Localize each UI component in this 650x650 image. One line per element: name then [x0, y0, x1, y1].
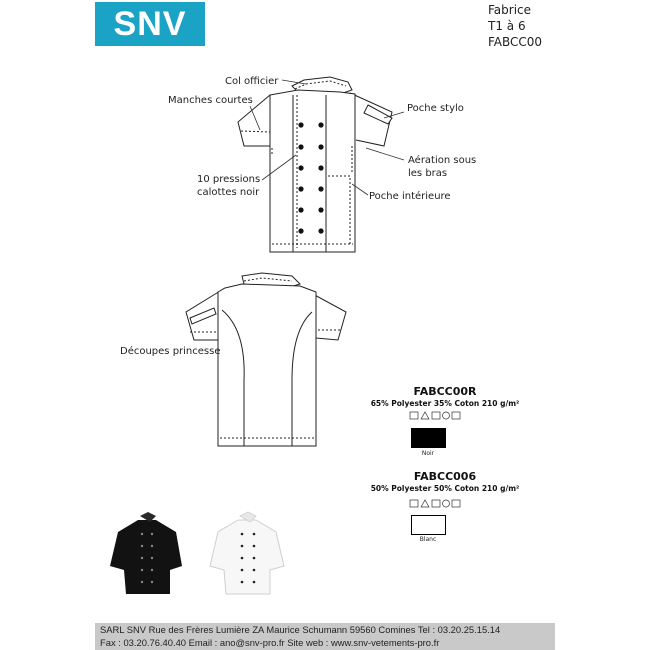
- label-pressions-line1: 10 pressions: [197, 174, 261, 185]
- label-decoupes-princesse: Découpes princesse: [120, 346, 221, 357]
- color-swatch-noir: [411, 428, 446, 448]
- label-aeration-line1: Aération sous: [408, 155, 477, 166]
- color-label-blanc: Blanc: [419, 536, 437, 543]
- snv-logo: SNV: [95, 2, 205, 46]
- front-view-drawing: [238, 77, 392, 252]
- label-manches-courtes: Manches courtes: [168, 95, 253, 106]
- product-ref-1: FABCC00R: [413, 385, 477, 398]
- label-pressions-line2: calottes noir: [197, 187, 260, 198]
- back-view-drawing: [186, 273, 346, 446]
- product-composition-2: 50% Polyester 50% Coton 210 g/m²: [370, 484, 520, 493]
- label-aeration-line2: les bras: [408, 168, 448, 179]
- footer-address: SARL SNV Rue des Frères Lumière ZA Maurice Schumann 59560 Comines Tel : 03.20.25.15.14: [100, 624, 501, 635]
- label-col-officier: Col officier: [225, 76, 279, 87]
- label-poche-stylo: Poche stylo: [407, 103, 464, 114]
- header-sizes: T1 à 6: [488, 19, 526, 33]
- product-ref-2: FABCC006: [413, 470, 477, 483]
- color-label-noir: Noir: [421, 450, 435, 457]
- black-jacket-photo: [110, 512, 182, 594]
- header-reference: FABCC00: [488, 35, 543, 49]
- footer-contact: Fax : 03.20.76.40.40 Email : ano@snv-pro.fr Site web : www.snv-vetements-pro.fr: [100, 637, 440, 648]
- footer: [95, 623, 555, 650]
- header-name: Fabrice: [488, 3, 532, 17]
- product-composition-1: 65% Polyester 35% Coton 210 g/m²: [370, 399, 520, 408]
- white-jacket-photo: [210, 512, 284, 594]
- color-swatch-blanc: [411, 515, 446, 535]
- label-poche-interieure: Poche intérieure: [369, 191, 451, 202]
